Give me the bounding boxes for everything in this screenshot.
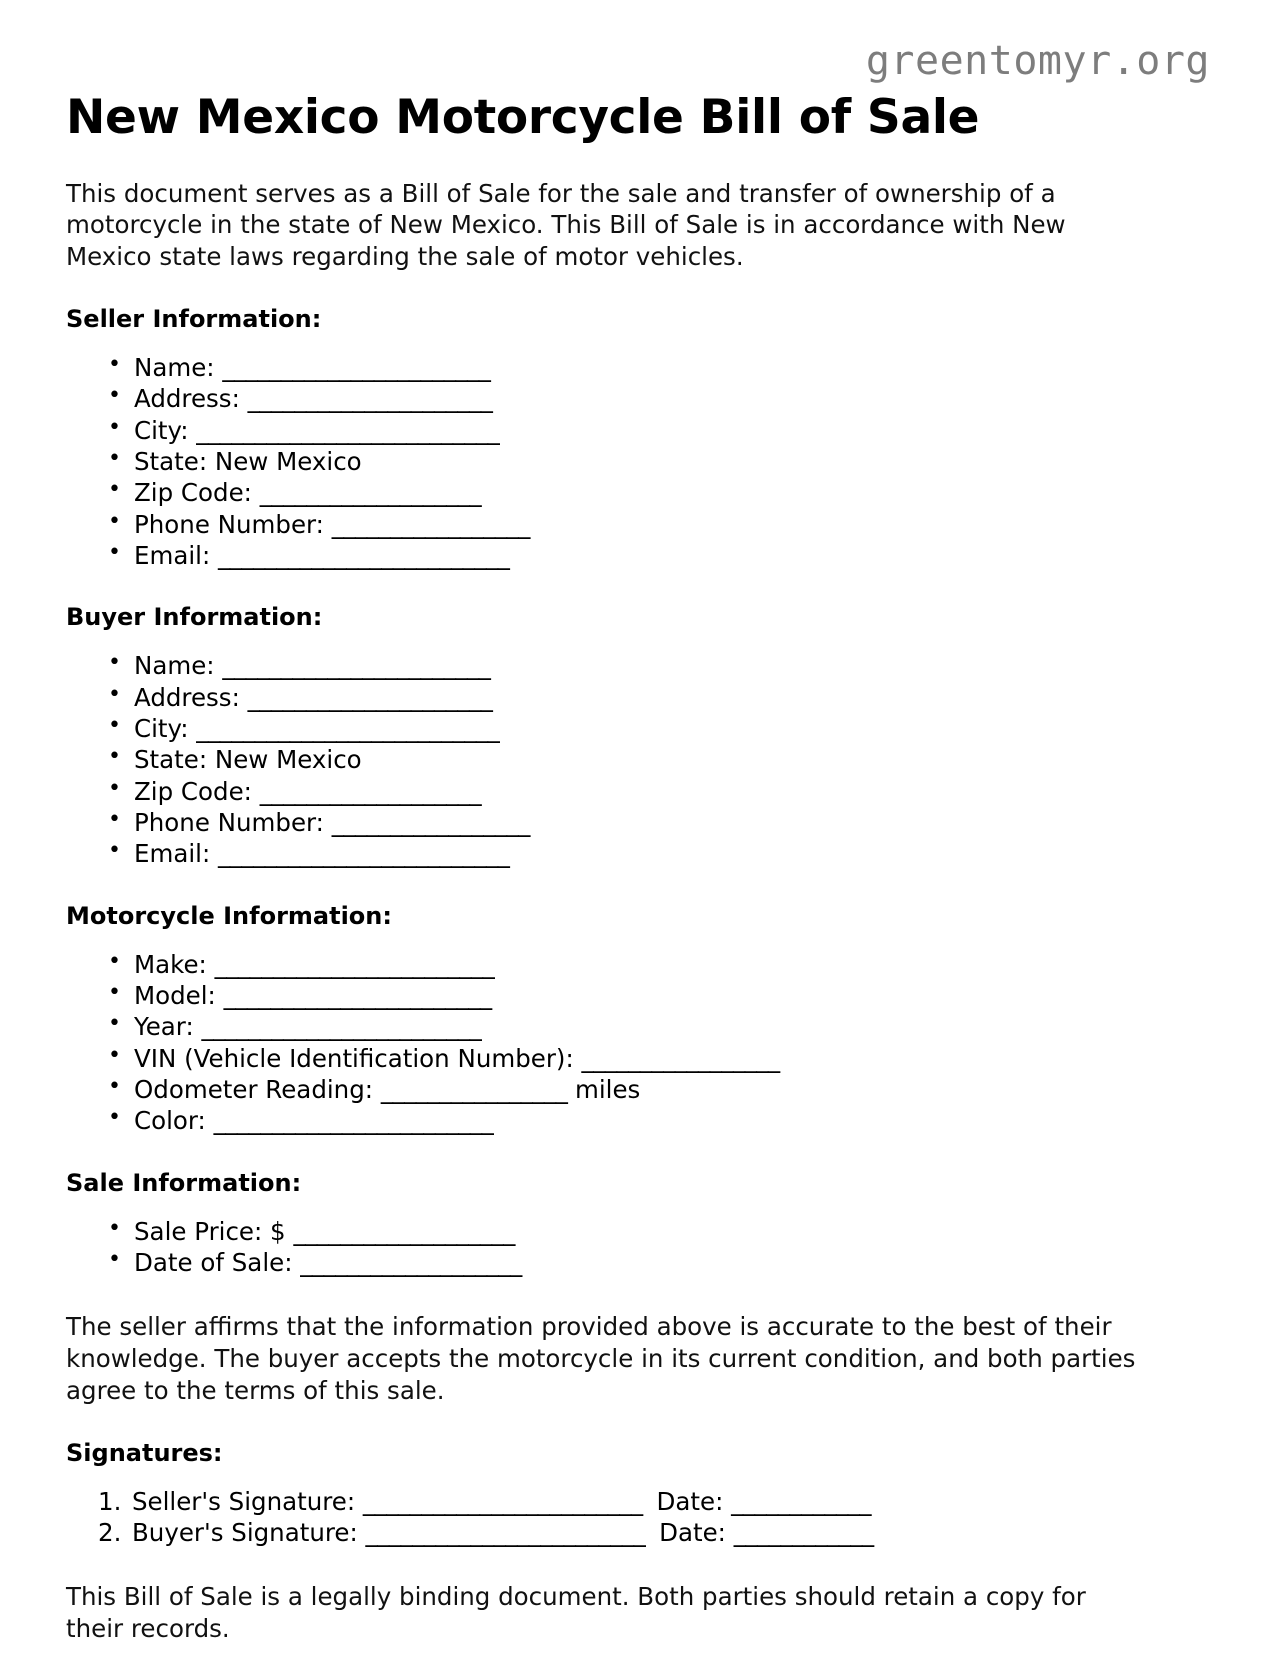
field-label: Phone Number: — [134, 808, 324, 838]
field-label: Zip Code: — [134, 478, 252, 508]
signature-date-label: Date: — [656, 1486, 724, 1516]
field-blank-line[interactable]: ________________________ — [213, 1106, 494, 1136]
field-label: Email: — [134, 541, 211, 571]
field-row — [108, 838, 1218, 869]
field-row — [108, 352, 1218, 383]
field-suffix: miles — [567, 1075, 641, 1105]
field-blank-line[interactable]: ________________________ — [214, 949, 495, 979]
field-label: State: New Mexico — [134, 745, 362, 775]
field-blank-line[interactable]: ___________________ — [259, 776, 482, 806]
field-label: State: New Mexico — [134, 447, 362, 477]
motorcycle-information-heading: Motorcycle Information: — [66, 901, 392, 930]
field-blank-line[interactable]: _____________________ — [247, 384, 493, 414]
field-label: Date of Sale: — [134, 1247, 293, 1277]
field-row — [108, 1011, 1218, 1042]
field-blank-line[interactable]: _________________ — [331, 509, 530, 539]
field-row — [108, 807, 1218, 838]
field-row — [108, 383, 1218, 414]
field-row — [108, 776, 1218, 807]
signature-row — [98, 1486, 1218, 1517]
field-label: Address: — [134, 384, 240, 414]
field-row — [108, 650, 1218, 681]
field-blank-line[interactable]: _______________________ — [222, 352, 491, 382]
field-label: Odometer Reading: — [134, 1075, 374, 1105]
sale-fields-list — [66, 1216, 1218, 1279]
field-row — [108, 744, 1218, 775]
field-row — [108, 1043, 1218, 1074]
field-blank-line[interactable]: ___________________ — [293, 1216, 515, 1246]
field-label: Name: — [134, 651, 215, 681]
buyer-information-heading: Buyer Information: — [66, 603, 323, 632]
field-blank-line[interactable]: _________________ — [331, 808, 530, 838]
field-label: Color: — [134, 1106, 206, 1136]
signature-label: Seller's Signature: — [132, 1486, 356, 1516]
field-label: Email: — [134, 839, 211, 869]
field-label: VIN (Vehicle Identification Number): — [134, 1043, 574, 1073]
signature-row — [98, 1517, 1218, 1548]
signature-date-blank-line[interactable]: ____________ — [731, 1486, 871, 1516]
field-row — [108, 1247, 1218, 1278]
field-label: Year: — [134, 1012, 194, 1042]
signatures-heading: Signatures: — [66, 1438, 223, 1467]
field-label: Zip Code: — [134, 776, 252, 806]
page-title: New Mexico Motorcycle Bill of Sale — [66, 90, 980, 145]
field-label: Address: — [134, 682, 240, 712]
signature-date-blank-line[interactable]: ____________ — [733, 1517, 874, 1547]
signature-label: Buyer's Signature: — [132, 1517, 358, 1547]
field-label: City: — [134, 415, 189, 445]
field-row — [108, 1216, 1218, 1247]
closing-paragraph: This Bill of Sale is a legally binding document. Both parties should retain a copy for their records. — [66, 1582, 1086, 1644]
field-row — [108, 980, 1218, 1011]
field-blank-line[interactable]: _____________________ — [247, 682, 493, 712]
field-row — [108, 1074, 1218, 1105]
affirmation-paragraph: The seller affirms that the information provided above is accurate to the best of their knowledge. The buyer accepts the motorcycle in its current condition, and both parties agree to the terms of this sale. — [66, 1312, 1136, 1405]
field-blank-line[interactable]: ___________________ — [300, 1247, 522, 1277]
intro-paragraph: This document serves as a Bill of Sale for the sale and transfer of ownership of a motorcycle in the state of New Mexico. This Bill of Sale is in accordance with New Mexico state laws regarding the sale of motor vehicles. — [66, 178, 1066, 272]
signature-blank-line[interactable]: ________________________ — [365, 1517, 646, 1547]
field-blank-line[interactable]: _______________________ — [223, 980, 492, 1010]
field-row — [108, 682, 1218, 713]
buyer-fields-list — [66, 650, 1218, 870]
seller-fields-list — [66, 352, 1218, 572]
field-label: Sale Price: $ — [134, 1216, 286, 1246]
field-label: City: — [134, 713, 189, 743]
field-row — [108, 540, 1218, 571]
signature-blank-line[interactable]: ________________________ — [362, 1486, 643, 1516]
field-row — [108, 713, 1218, 744]
field-blank-line[interactable]: _________________ — [581, 1043, 780, 1073]
field-row — [108, 477, 1218, 508]
seller-information-heading: Seller Information: — [66, 305, 322, 334]
field-blank-line[interactable]: __________________________ — [196, 713, 500, 743]
field-label: Make: — [134, 949, 207, 979]
field-row — [108, 446, 1218, 477]
sale-information-heading: Sale Information: — [66, 1168, 302, 1197]
field-label: Phone Number: — [134, 509, 324, 539]
field-row — [108, 1105, 1218, 1136]
field-blank-line[interactable]: _________________________ — [218, 839, 510, 869]
motorcycle-fields-list — [66, 949, 1218, 1137]
field-blank-line[interactable]: ___________________ — [259, 478, 482, 508]
signature-date-label: Date: — [659, 1517, 726, 1547]
field-row — [108, 949, 1218, 980]
field-blank-line[interactable]: _________________________ — [218, 541, 510, 571]
field-blank-line[interactable]: __________________________ — [196, 415, 500, 445]
field-row — [108, 415, 1218, 446]
site-watermark: greentomyr.org — [865, 38, 1210, 84]
field-label: Name: — [134, 352, 215, 382]
field-row — [108, 509, 1218, 540]
field-blank-line[interactable]: ________________ — [380, 1075, 568, 1105]
field-label: Model: — [134, 980, 216, 1010]
field-blank-line[interactable]: ________________________ — [201, 1012, 482, 1042]
signatures-list — [66, 1486, 1218, 1549]
field-blank-line[interactable]: _______________________ — [222, 651, 491, 681]
